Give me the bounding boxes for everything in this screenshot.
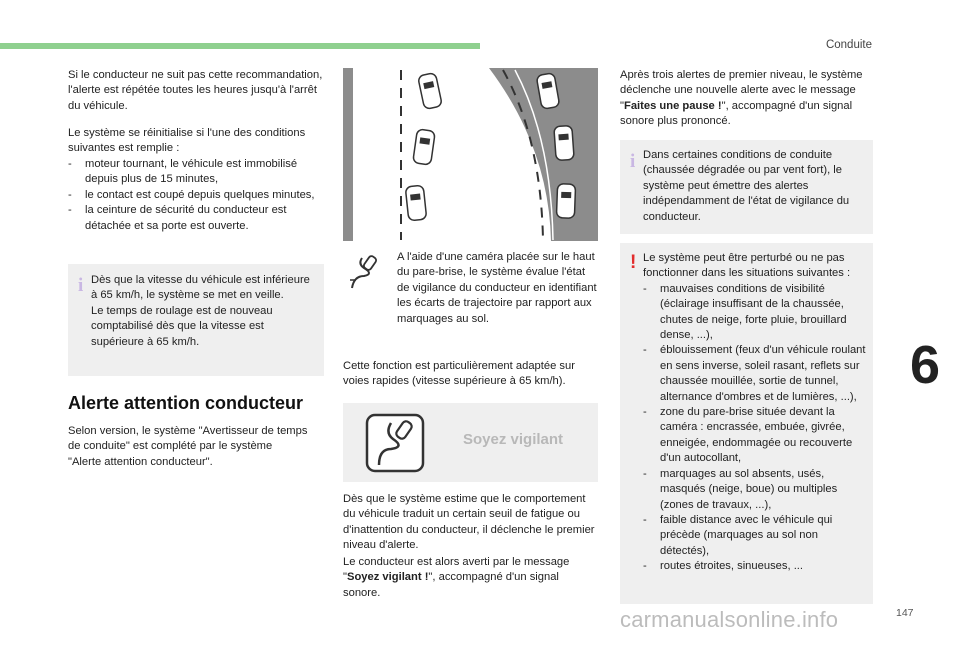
- paragraph-camera: A l'aide d'une caméra placée sur le haut du pare-brise, le système évalue l'état de vigilance du conducteur en identifiant les écarts de trajectoire par rapport aux marquages au sol.: [397, 251, 597, 325]
- list-item: - faible distance avec le véhicule qui précède (marquages au sol non détectés),: [643, 513, 833, 557]
- chapter-number: 6: [910, 335, 941, 395]
- list-item: - marquages au sol absents, usés, masqués (neige, boue) ou multiples (zones de travaux, ...),: [643, 467, 838, 511]
- list-item: - éblouissement (feux d'un véhicule roulant en sens inverse, soleil rasant, reflets sur chaussée mouillée, sortie de tunnel, alternance d'ombres et de lumières, ...),: [643, 344, 866, 403]
- paragraph-repeat-alert: Si le conducteur ne suit pas cette recommandation, l'alerte est répétée toutes les heures jusqu'à l'arrêt du véhicule.: [68, 69, 323, 112]
- page-number: 147: [896, 607, 914, 619]
- list-item: - mauvaises conditions de visibilité (éclairage insuffisant de la chaussée, chutes de neige, forte pluie, brouillard dense, ...),: [643, 282, 847, 342]
- warning-intro: Le système peut être perturbé ou ne pas fonctionner dans les situations suivantes :: [643, 252, 851, 280]
- lane-drift-icon: [348, 254, 382, 290]
- alert-display-illustration: [343, 403, 598, 482]
- watermark: carmanualsonline.info: [620, 607, 839, 632]
- paragraph-first-alert: Dès que le système estime que le comportement du véhicule traduit un certain seuil de fatigue ou d'inattention du conducteur, il déclenche le premier niveau d'alerte.: [343, 493, 595, 552]
- section-heading: Alerte attention conducteur: [68, 393, 304, 413]
- info-icon: i: [78, 275, 84, 296]
- alert-message-display: Soyez vigilant: [463, 431, 564, 448]
- list-item: - moteur tournant, le véhicule est immobilisé depuis plus de 15 minutes,: [68, 158, 298, 186]
- reset-conditions-list: [68, 157, 324, 234]
- warning-icon: !: [630, 252, 637, 273]
- paragraph-vigilant-message: Le conducteur est alors averti par le message "Soyez vigilant !", accompagné d'un signal sonore.: [343, 556, 570, 599]
- info-box-speed: [68, 264, 324, 376]
- paragraph-pause-alert: Après trois alertes de premier niveau, le système déclenche une nouvelle alerte avec le message "Faites une pause !", accompagné d'un signal sonore plus prononcé.: [620, 69, 863, 128]
- list-item: - la ceinture de sécurité du conducteur est détachée et sa porte est ouverte.: [68, 204, 287, 232]
- info-text: Dans certaines conditions de conduite (chaussée dégradée ou par vent fort), le système peut émettre des alertes indépendamment de l'état de vigilance du conducteur.: [643, 149, 850, 223]
- driver-alert-icon: [365, 413, 425, 473]
- paragraph-fast-roads: Cette fonction est particulièrement adaptée sur voies rapides (vitesse supérieure à 65 km/h).: [343, 360, 575, 388]
- list-item: - le contact est coupé depuis quelques minutes,: [68, 188, 315, 201]
- info-text: Le temps de roulage est de nouveau comptabilisé dès que la vitesse est supérieure à 65 km/h.: [91, 304, 273, 348]
- section-title: Conduite: [825, 39, 872, 51]
- info-icon: i: [630, 151, 636, 172]
- paragraph-reset-conditions: Le système se réinitialise si l'une des conditions suivantes est remplie :: [68, 127, 306, 155]
- info-box-conditions: [620, 140, 873, 234]
- lane-drift-illustration: [343, 68, 598, 241]
- warning-box-limitations: [620, 243, 873, 604]
- info-text: Dès que la vitesse du véhicule est inférieure à 65 km/h, le système se met en veille.: [91, 274, 310, 302]
- section-color-bar: [0, 43, 480, 49]
- paragraph-version: Selon version, le système "Avertisseur de temps de conduite" est complété par le système "Alerte attention conducteur".: [68, 425, 308, 468]
- list-item: - routes étroites, sinueuses, ...: [643, 560, 804, 573]
- list-item: - zone du pare-brise située devant la caméra : encrassée, embuée, givrée, enneigée, endommagée ou recouverte d'un autocollant,: [643, 406, 853, 465]
- limitations-list: [643, 282, 869, 575]
